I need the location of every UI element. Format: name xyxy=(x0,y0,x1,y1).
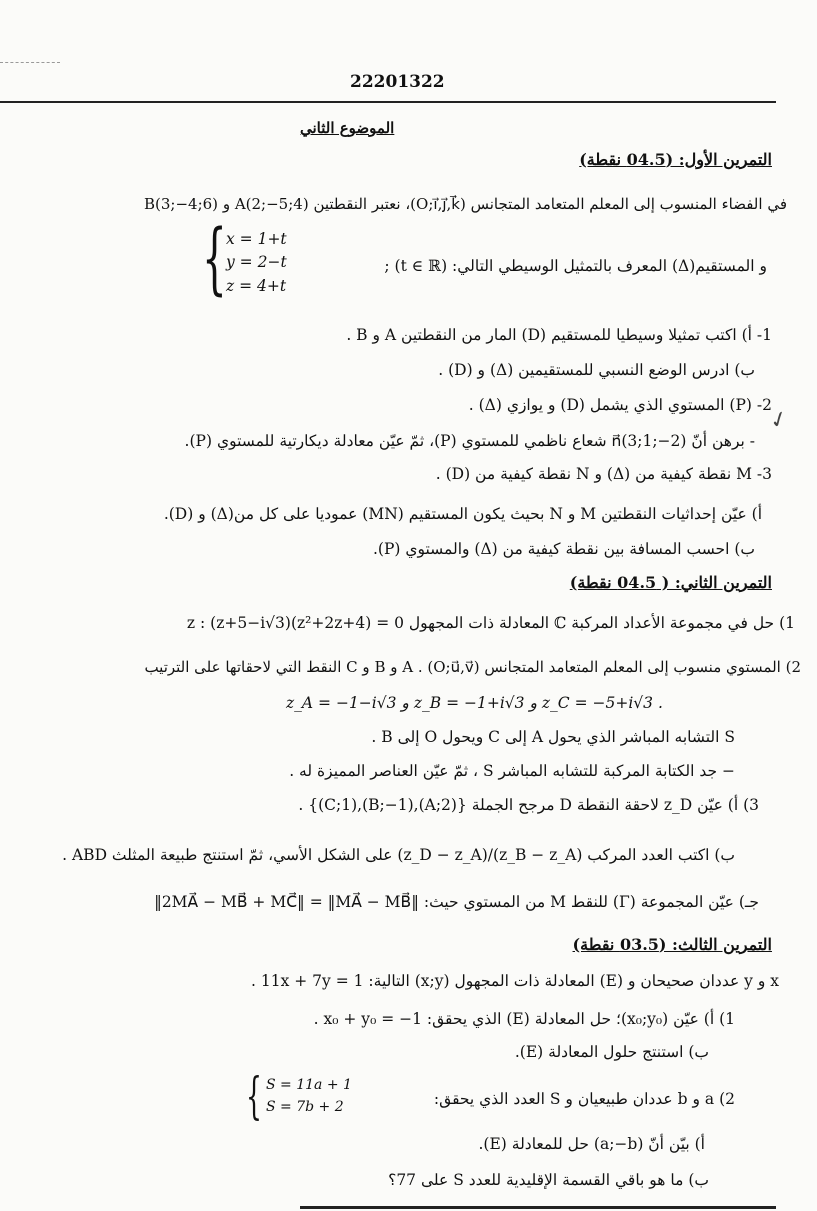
system-brace: { xyxy=(202,214,227,304)
ex2-s-def: S التشابه المباشر الذي يحول A إلى C ويحول O إلى B . xyxy=(371,728,735,746)
ex2-affixes: z_A = −1−i√3 و z_B = −1+i√3 و z_C = −5+i√3 . xyxy=(286,694,663,712)
ex1-title: التمرين الأول: (04.5 نقطة) xyxy=(579,150,772,169)
pen-checkmark: ✓ xyxy=(766,405,793,436)
system-brace-2: { xyxy=(246,1067,262,1125)
ex2-title: التمرين الثاني: ( 04.5 نقطة) xyxy=(569,573,772,592)
ex3-q2b: ب) ما هو باقي القسمة الإقليدية للعدد S على 77؟ xyxy=(388,1171,709,1189)
ex2-q1: 1) حل في مجموعة الأعداد المركبة ℂ المعادلة ذات المجهول z : (z+5−i√3)(z²+2z+4) = 0 xyxy=(186,614,795,632)
ex1-sys-3: z = 4+t xyxy=(226,276,287,295)
ex3-system xyxy=(266,1074,352,1119)
ex3-q1a: 1) أ) عيّن (x₀;y₀)؛ حل المعادلة (E) الذي يحقق: x₀ + y₀ = −1 . xyxy=(313,1010,735,1028)
subject-title: الموضوع الثاني xyxy=(300,119,395,137)
ex1-system xyxy=(226,228,287,298)
ex1-q3a: أ) عيّن إحداثيات النقطتين M و N بحيث يكون المستقيم (MN) عموديا على كل من(Δ) و (D). xyxy=(163,505,762,523)
ex2-q3b: ب) اكتب العدد المركب (z_B − z_A)/(z_D − z_A) على الشكل الأسي، ثمّ استنتج طبيعة المثلث ABD . xyxy=(62,846,735,864)
ex3-q2a: أ) بيّن أنّ (a;−b) حل للمعادلة (E). xyxy=(478,1135,705,1153)
ex2-s-task: − جد الكتابة المركبة للتشابه المباشر S ، ثمّ عيّن العناصر المميزة له . xyxy=(289,762,735,780)
ex1-q3b: ب) احسب المسافة بين نقطة كيفية من (Δ) والمستوي (P). xyxy=(372,540,755,558)
ex2-q3a: 3) أ) عيّن z_D لاحقة النقطة D مرجح الجملة {(A;2),(B;−1),(C;1)} . xyxy=(298,796,759,814)
ex1-q1b: ب) ادرس الوضع النسبي للمستقيمين (Δ) و (D) . xyxy=(438,361,755,379)
ex3-sys-2: S = 7b + 2 xyxy=(266,1099,344,1116)
ex1-line-def: و المستقيم(Δ) المعرف بالتمثيل الوسيطي التالي: (t ∈ ℝ) ; xyxy=(384,257,767,275)
ex3-q2: 2) a و b عددان طبيعيان و S العدد الذي يحقق: xyxy=(433,1090,735,1108)
ex3-q1b: ب) استنتج حلول المعادلة (E). xyxy=(514,1043,709,1061)
ex3-sys-1: S = 11a + 1 xyxy=(266,1077,352,1093)
ex1-q1a: 1- أ) اكتب تمثيلا وسيطيا للمستقيم (D) المار من النقطتين A و B . xyxy=(346,326,772,344)
ex1-sys-1: x = 1+t xyxy=(226,230,287,248)
ex1-q3: 3- M نقطة كيفية من (Δ) و N نقطة كيفية من (D) . xyxy=(435,465,772,483)
ex1-sys-2: y = 2−t xyxy=(226,253,287,272)
bottom-rule xyxy=(300,1206,776,1209)
top-rule xyxy=(0,101,776,103)
ex3-title: التمرين الثالث: (03.5 نقطة) xyxy=(572,935,772,954)
ex1-intro: في الفضاء المنسوب إلى المعلم المتعامد المتجانس (O;i⃗,j⃗,k⃗)، نعتبر النقطتين A(2;−5;4) و B(3;−4;6) xyxy=(144,195,787,213)
ex2-q2: 2) المستوي منسوب إلى المعلم المتعامد المتجانس (O;u⃗,v⃗) . A و B و C النقط التي لاحقاتها على الترتيب xyxy=(144,658,801,676)
ex1-q2b: - برهن أنّ n⃗(3;1;−2) شعاع ناظمي للمستوي (P)، ثمّ عيّن معادلة ديكارتية للمستوي (P). xyxy=(184,432,755,450)
ex2-q3c: جـ) عيّن المجموعة (Γ) للنقط M من المستوي حيث: ‖2MA⃗ − MB⃗ + MC⃗‖ = ‖MA⃗ − MB⃗‖ xyxy=(154,893,759,911)
ex1-q2: 2- (P) المستوي الذي يشمل (D) و يوازي (Δ) . xyxy=(468,396,772,414)
exam-code: 22201322 xyxy=(350,72,445,92)
scan-artifact xyxy=(0,62,60,63)
ex3-intro: x و y عددان صحيحان و (E) المعادلة ذات المجهول (x;y) التالية: 11x + 7y = 1 . xyxy=(251,972,779,990)
